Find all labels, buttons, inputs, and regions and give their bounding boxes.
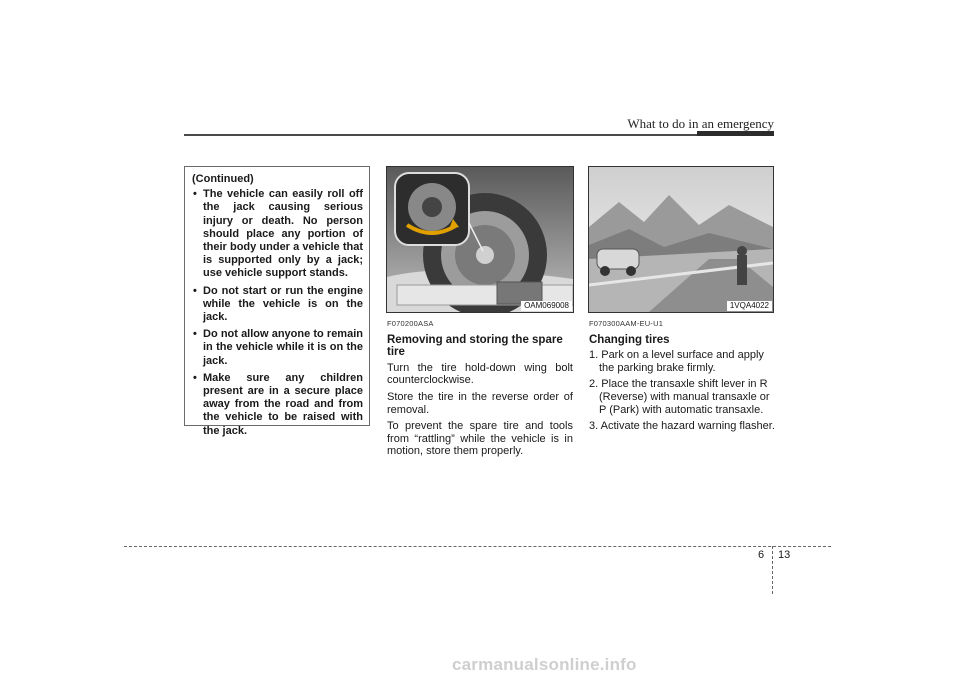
spare-tire-figure <box>386 166 574 313</box>
paragraph: Store the tire in the reverse order of removal. <box>387 390 573 416</box>
figure-code: OAM069008 <box>521 301 572 311</box>
watermark: carmanualsonline.info <box>452 655 637 674</box>
warning-item: • The vehicle can easily roll off the jack causing serious injury or death. No person should place any portion of their body under a vehicle that is supported only by a jack; use vehicle support stands. <box>191 188 363 280</box>
warning-item: • Do not allow anyone to remain in the vehicle while it is on the jack. <box>191 328 363 368</box>
paragraph: To prevent the spare tire and tools from “rattling” while the vehicle is in motion, store them properly. <box>387 420 573 458</box>
warning-item: • Make sure any children present are in a secure place away from the road and from the vehicle to be raised with the jack. <box>191 372 363 438</box>
steps-list <box>589 349 775 433</box>
spare-tire-section <box>387 318 573 462</box>
section-title: What to do in an emergency <box>627 116 774 131</box>
paragraph: Turn the tire hold-down wing bolt counterclockwise. <box>387 361 573 387</box>
chapter-number: 6 <box>758 549 765 561</box>
changing-tires-section <box>589 318 775 437</box>
warning-list <box>191 188 363 438</box>
footer-divider <box>772 546 773 594</box>
page-number: 13 <box>778 549 791 561</box>
doc-code: F070300AAM-EU-U1 <box>589 319 664 328</box>
spare-tire-illustration <box>387 167 573 312</box>
warning-box <box>184 166 370 437</box>
header-rule-accent <box>697 131 774 136</box>
footer-rule <box>124 546 831 547</box>
roadside-figure <box>588 166 774 313</box>
roadside-illustration <box>589 167 773 312</box>
warning-item: • Do not start or run the engine while the vehicle is on the jack. <box>191 285 363 325</box>
section-heading: Removing and storing the spare tire <box>387 333 563 359</box>
figure-code: 1VQA4022 <box>727 301 772 311</box>
step-item: 2. Place the transaxle shift lever in R (Reverse) with manual transaxle or P (Park) with automatic transaxle. <box>589 378 770 416</box>
step-item: 3. Activate the hazard warning flasher. <box>589 420 775 433</box>
doc-code: F070200ASA <box>387 319 434 328</box>
step-item: 1. Park on a level surface and apply the parking brake firmly. <box>589 349 764 374</box>
section-heading: Changing tires <box>589 333 670 346</box>
warning-continued: (Continued) <box>192 173 254 185</box>
header-rule <box>184 134 774 136</box>
